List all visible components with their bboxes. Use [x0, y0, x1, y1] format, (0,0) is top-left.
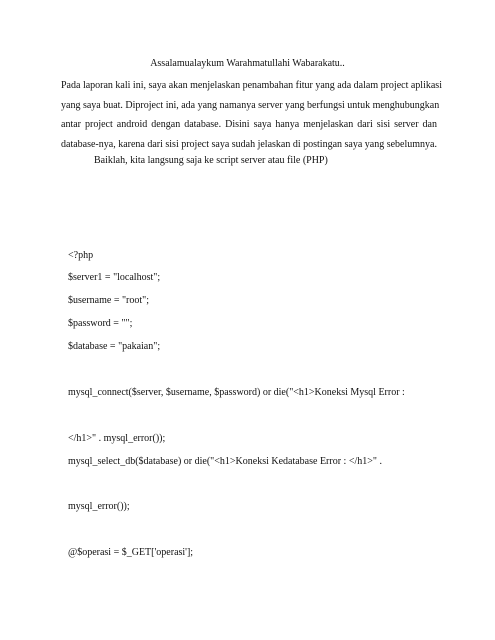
code-line: $password = ""; [68, 318, 133, 329]
code-line: $server1 = "localhost"; [68, 272, 161, 283]
code-line: <?php [68, 250, 94, 261]
paragraph-line: database-nya, karena dari sisi project saya sudah jelaskan di postingan saya yang sebelumnya. [61, 138, 437, 150]
code-line: </h1>" . mysql_error()); [68, 433, 166, 444]
code-line: $username = "root"; [68, 295, 150, 306]
script-intro-text: Baiklah, kita langsung saja ke script server atau file (PHP) [94, 155, 328, 166]
greeting-heading: Assalamualaykum Warahmatullahi Wabarakatu.. [150, 58, 345, 69]
paragraph-line: Pada laporan kali ini, saya akan menjelaskan penambahan fitur yang ada dalam project aplikasi [61, 80, 442, 91]
code-line: $database = "pakaian"; [68, 341, 161, 352]
code-line: @$operasi = $_GET['operasi']; [68, 547, 194, 558]
paragraph-line: yang saya buat. Diproject ini, ada yang namanya server yang berfungsi untuk menghubungkan [61, 99, 440, 111]
code-line: mysql_connect($server, $username, $password) or die("<h1>Koneksi Mysql Error : [68, 387, 405, 398]
code-line: mysql_error()); [68, 501, 130, 512]
code-line: mysql_select_db($database) or die("<h1>Koneksi Kedatabase Error : </h1>" . [68, 456, 382, 467]
intro-paragraph [61, 76, 442, 154]
paragraph-line: antar project android dengan database. Disini saya hanya menjelaskan dari sisi server dan [61, 119, 437, 130]
